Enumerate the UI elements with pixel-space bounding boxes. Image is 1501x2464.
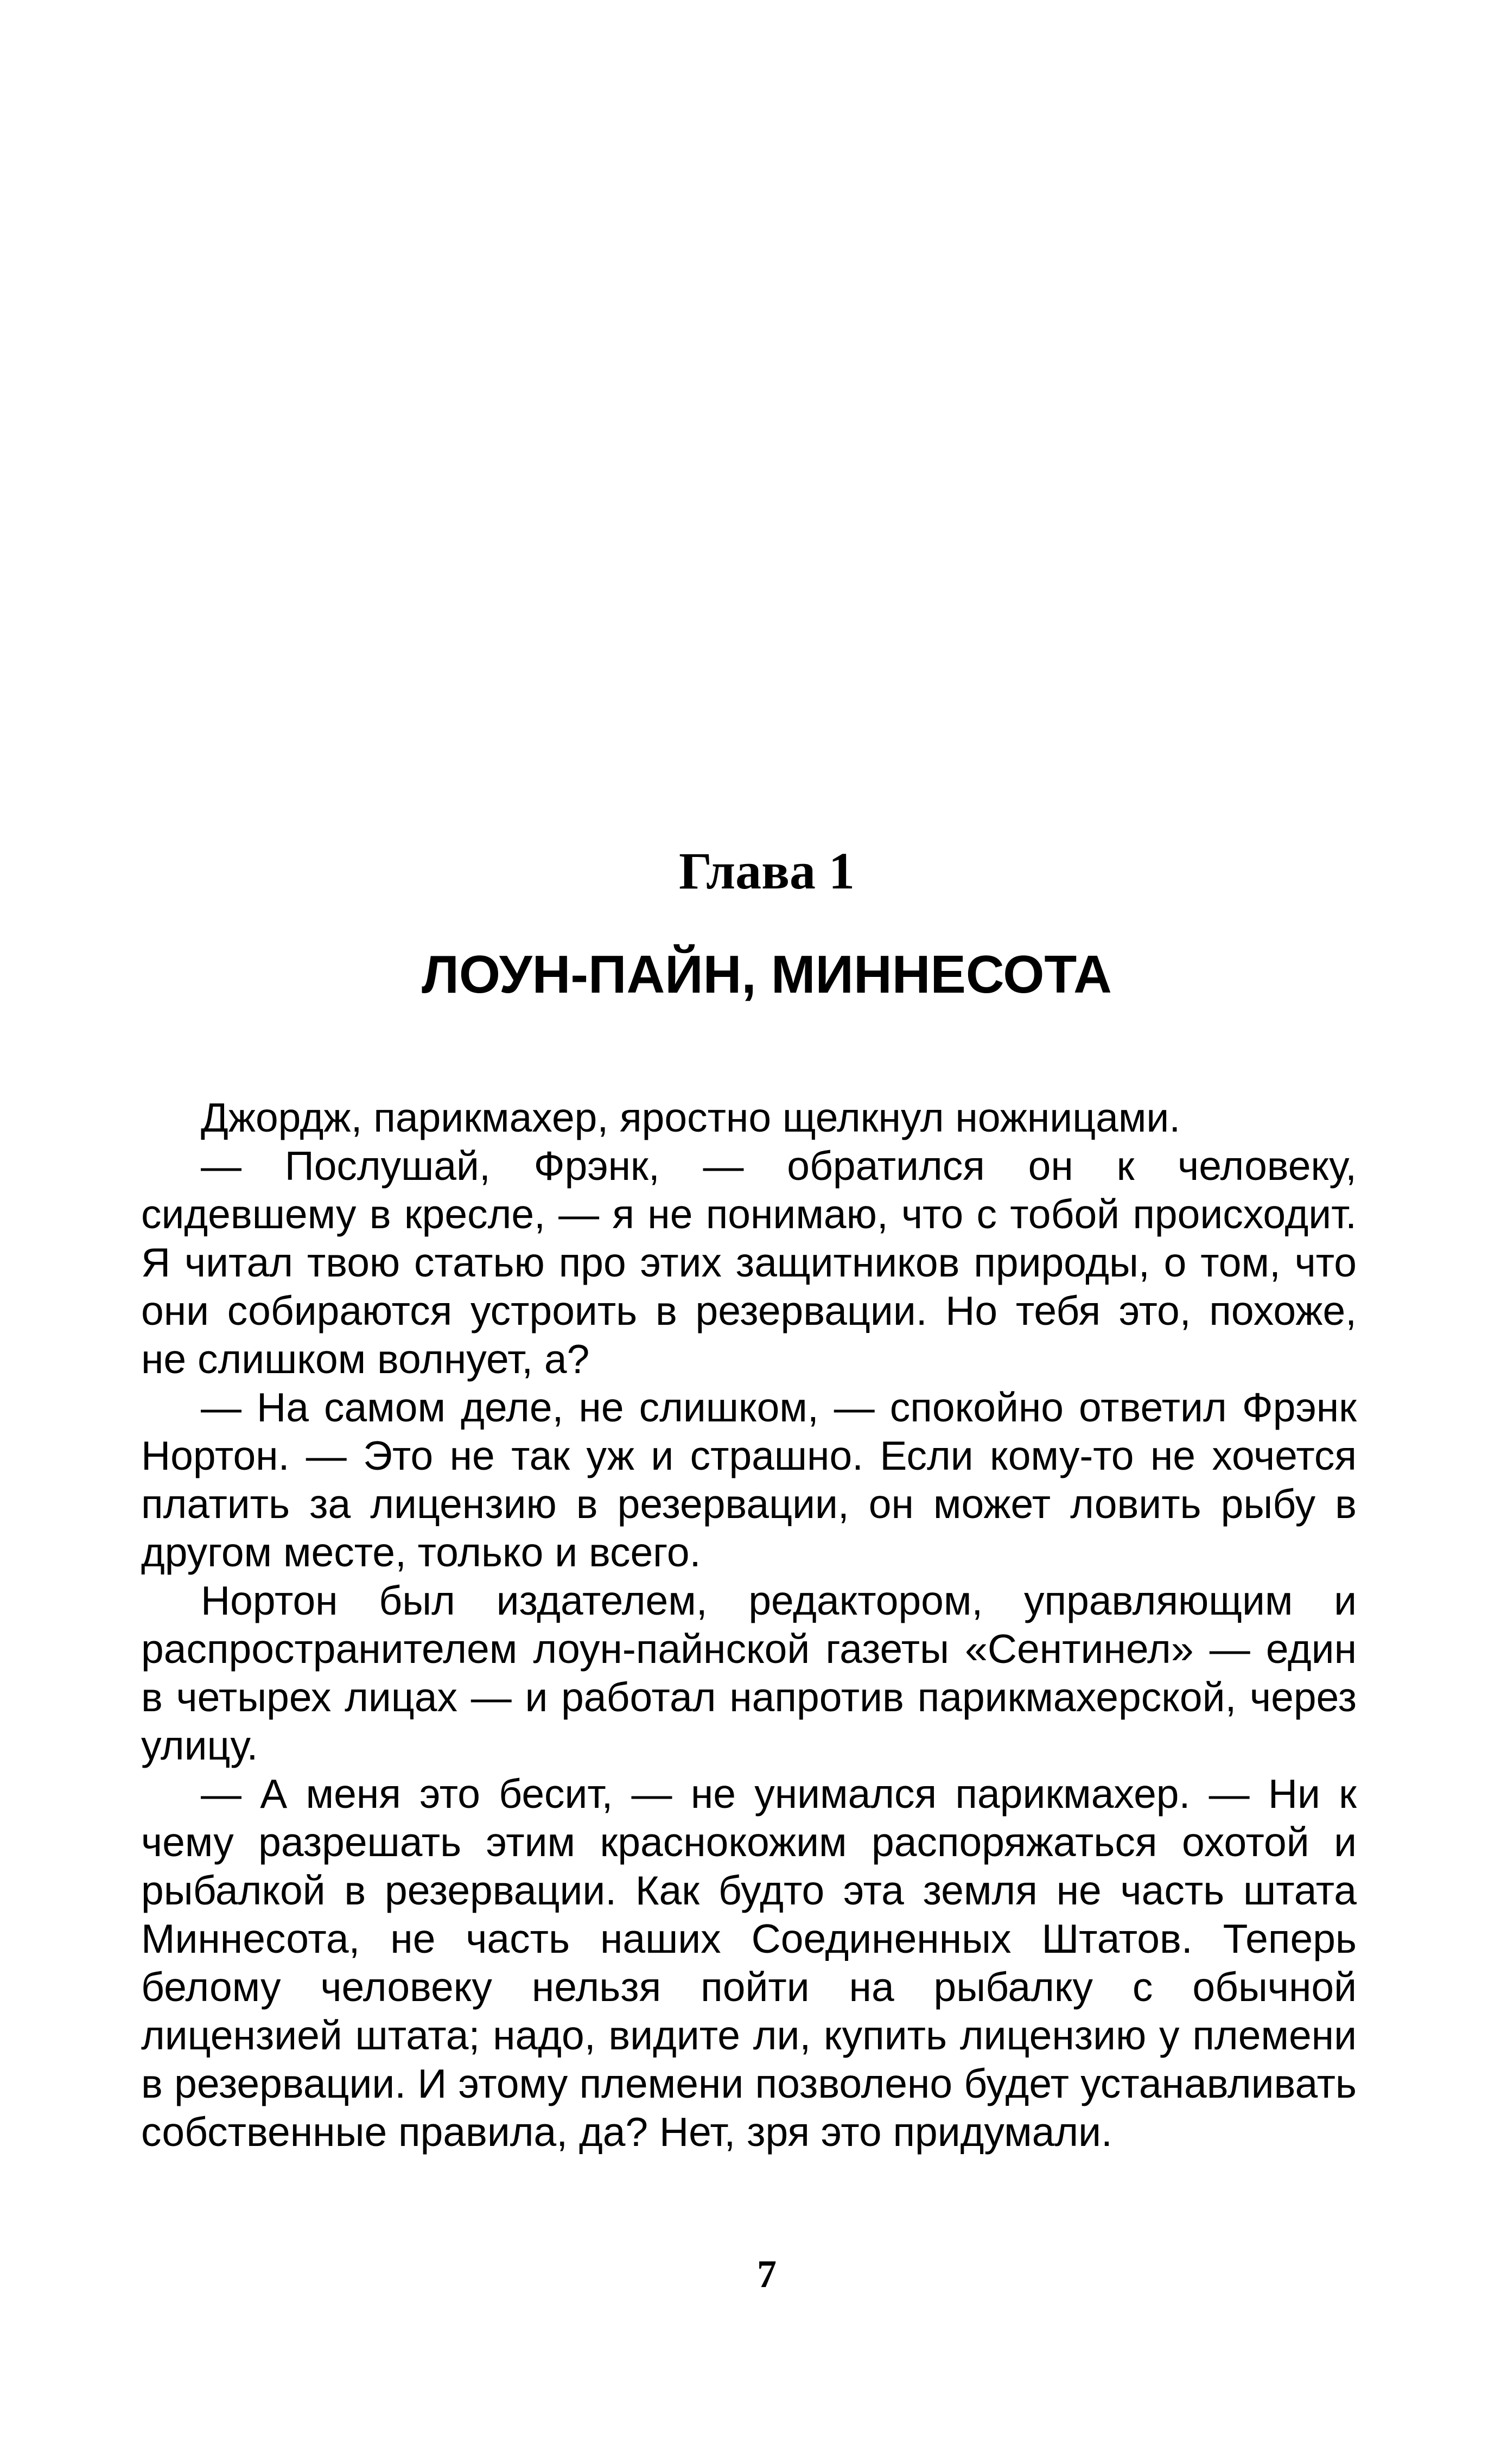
page-number: 7 (757, 2252, 777, 2296)
paragraph: — А меня это бесит, — не унимался парикмахер. — Ни к чему разрешать этим краснокожим распоряжаться охотой и рыбалкой в резервации. Как будто эта земля не часть штата Миннесота, не часть наших Соединенных Штатов. Теперь белому человеку нельзя пойти на рыбалку с обычной лицензией штата; надо, видите ли, купить лицензию у племени в резервации. И этому племени позволено будет устанавливать собственные правила, да? Нет, зря это придумали. (141, 1771, 1357, 2155)
paragraph: Нортон был издателем, редактором, управляющим и распространителем лоун-пайнской газеты «Сентинел» — един в четырех лицах — и работал напротив парикмахерской, через улицу. (141, 1578, 1357, 1768)
paragraph: — Послушай, Фрэнк, — обратился он к человеку, сидевшему в кресле, — я не понимаю, что с тобой происходит. Я читал твою статью про этих защитников природы, о том, что они собираются устроить в резервации. Но тебя это, похоже, не слишком волнует, а? (141, 1143, 1357, 1382)
paragraph: — На самом деле, не слишком, — спокойно ответил Фрэнк Нортон. — Это не так уж и страшно. Если кому-то не хочется платить за лицензию в резервации, он может ловить рыбу в другом месте, только и всего. (141, 1385, 1357, 1575)
chapter-title: ЛОУН-ПАЙН, МИННЕСОТА (422, 944, 1112, 1004)
chapter-body-text (141, 1094, 1357, 2156)
chapter-number: Глава 1 (679, 842, 855, 900)
paragraph: Джордж, парикмахер, яростно щелкнул ножницами. (201, 1095, 1181, 1140)
